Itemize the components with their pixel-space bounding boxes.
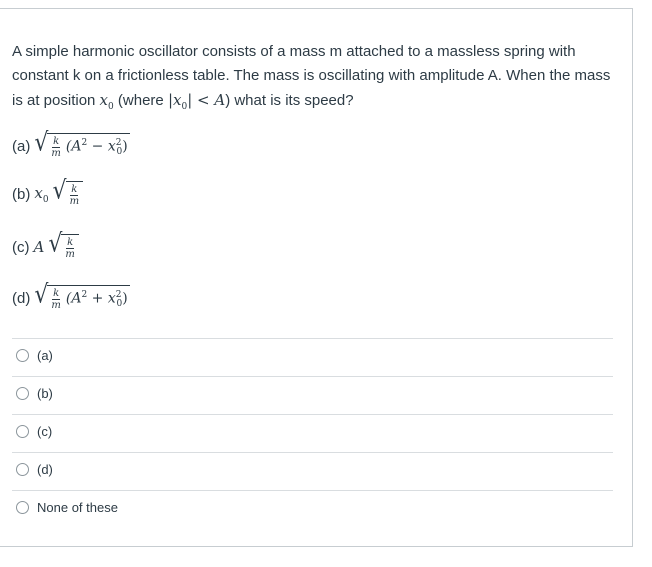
abs-condition: $|x_0| < A$	[167, 91, 226, 112]
choice-label: None of these	[37, 500, 118, 515]
divider	[12, 376, 613, 377]
choice-c[interactable]	[16, 424, 52, 439]
radio-button[interactable]	[16, 387, 29, 400]
sqrt-expression: √ $\frac{k}{m}$ $(A^2 + x^2_0)$	[34, 280, 128, 311]
sqrt-expression: √ $\frac{k}{m}$	[53, 181, 84, 207]
option-c-text: (c) A √ $\frac{k}{m}$	[12, 234, 79, 260]
question-text-part2: ) what is its speed?	[225, 92, 354, 109]
divider	[12, 490, 613, 491]
sqrt-expression: √ $\frac{k}{m}$ $(A^2 - x^2_0)$	[34, 128, 128, 159]
divider	[12, 452, 613, 453]
choice-none[interactable]	[16, 500, 118, 515]
radio-button[interactable]	[16, 463, 29, 476]
choice-label: (d)	[37, 462, 53, 477]
choice-b[interactable]	[16, 386, 53, 401]
option-b-text: (b) $x_0$ √ $\frac{k}{m}$	[12, 181, 83, 207]
choice-label: (a)	[37, 348, 53, 363]
divider	[12, 414, 613, 415]
option-d-text: (d) √ $\frac{k}{m}$ $(A^2 + x^2_0)$	[12, 280, 128, 311]
radio-button[interactable]	[16, 349, 29, 362]
quiz-question-card	[0, 8, 633, 547]
question-text-part1: A simple harmonic oscillator consists of a mass m attached to a massless spring with constant k on a frictionless table. The mass is oscillating with amplitude A. When the mass is at position	[12, 43, 611, 109]
x0-symbol: $x_0$	[99, 91, 114, 112]
question-where: (where	[113, 92, 168, 109]
choice-label: (c)	[37, 424, 53, 439]
choice-d[interactable]	[16, 462, 53, 477]
radio-button[interactable]	[16, 501, 29, 514]
choice-label: (b)	[37, 386, 53, 401]
question-text	[12, 40, 612, 119]
option-a-text: (a) √ $\frac{k}{m}$ $(A^2 - x^2_0)$	[12, 128, 128, 159]
radio-button[interactable]	[16, 425, 29, 438]
choice-a[interactable]	[16, 348, 53, 363]
divider	[12, 338, 613, 339]
sqrt-expression: √ $\frac{k}{m}$	[48, 234, 79, 260]
